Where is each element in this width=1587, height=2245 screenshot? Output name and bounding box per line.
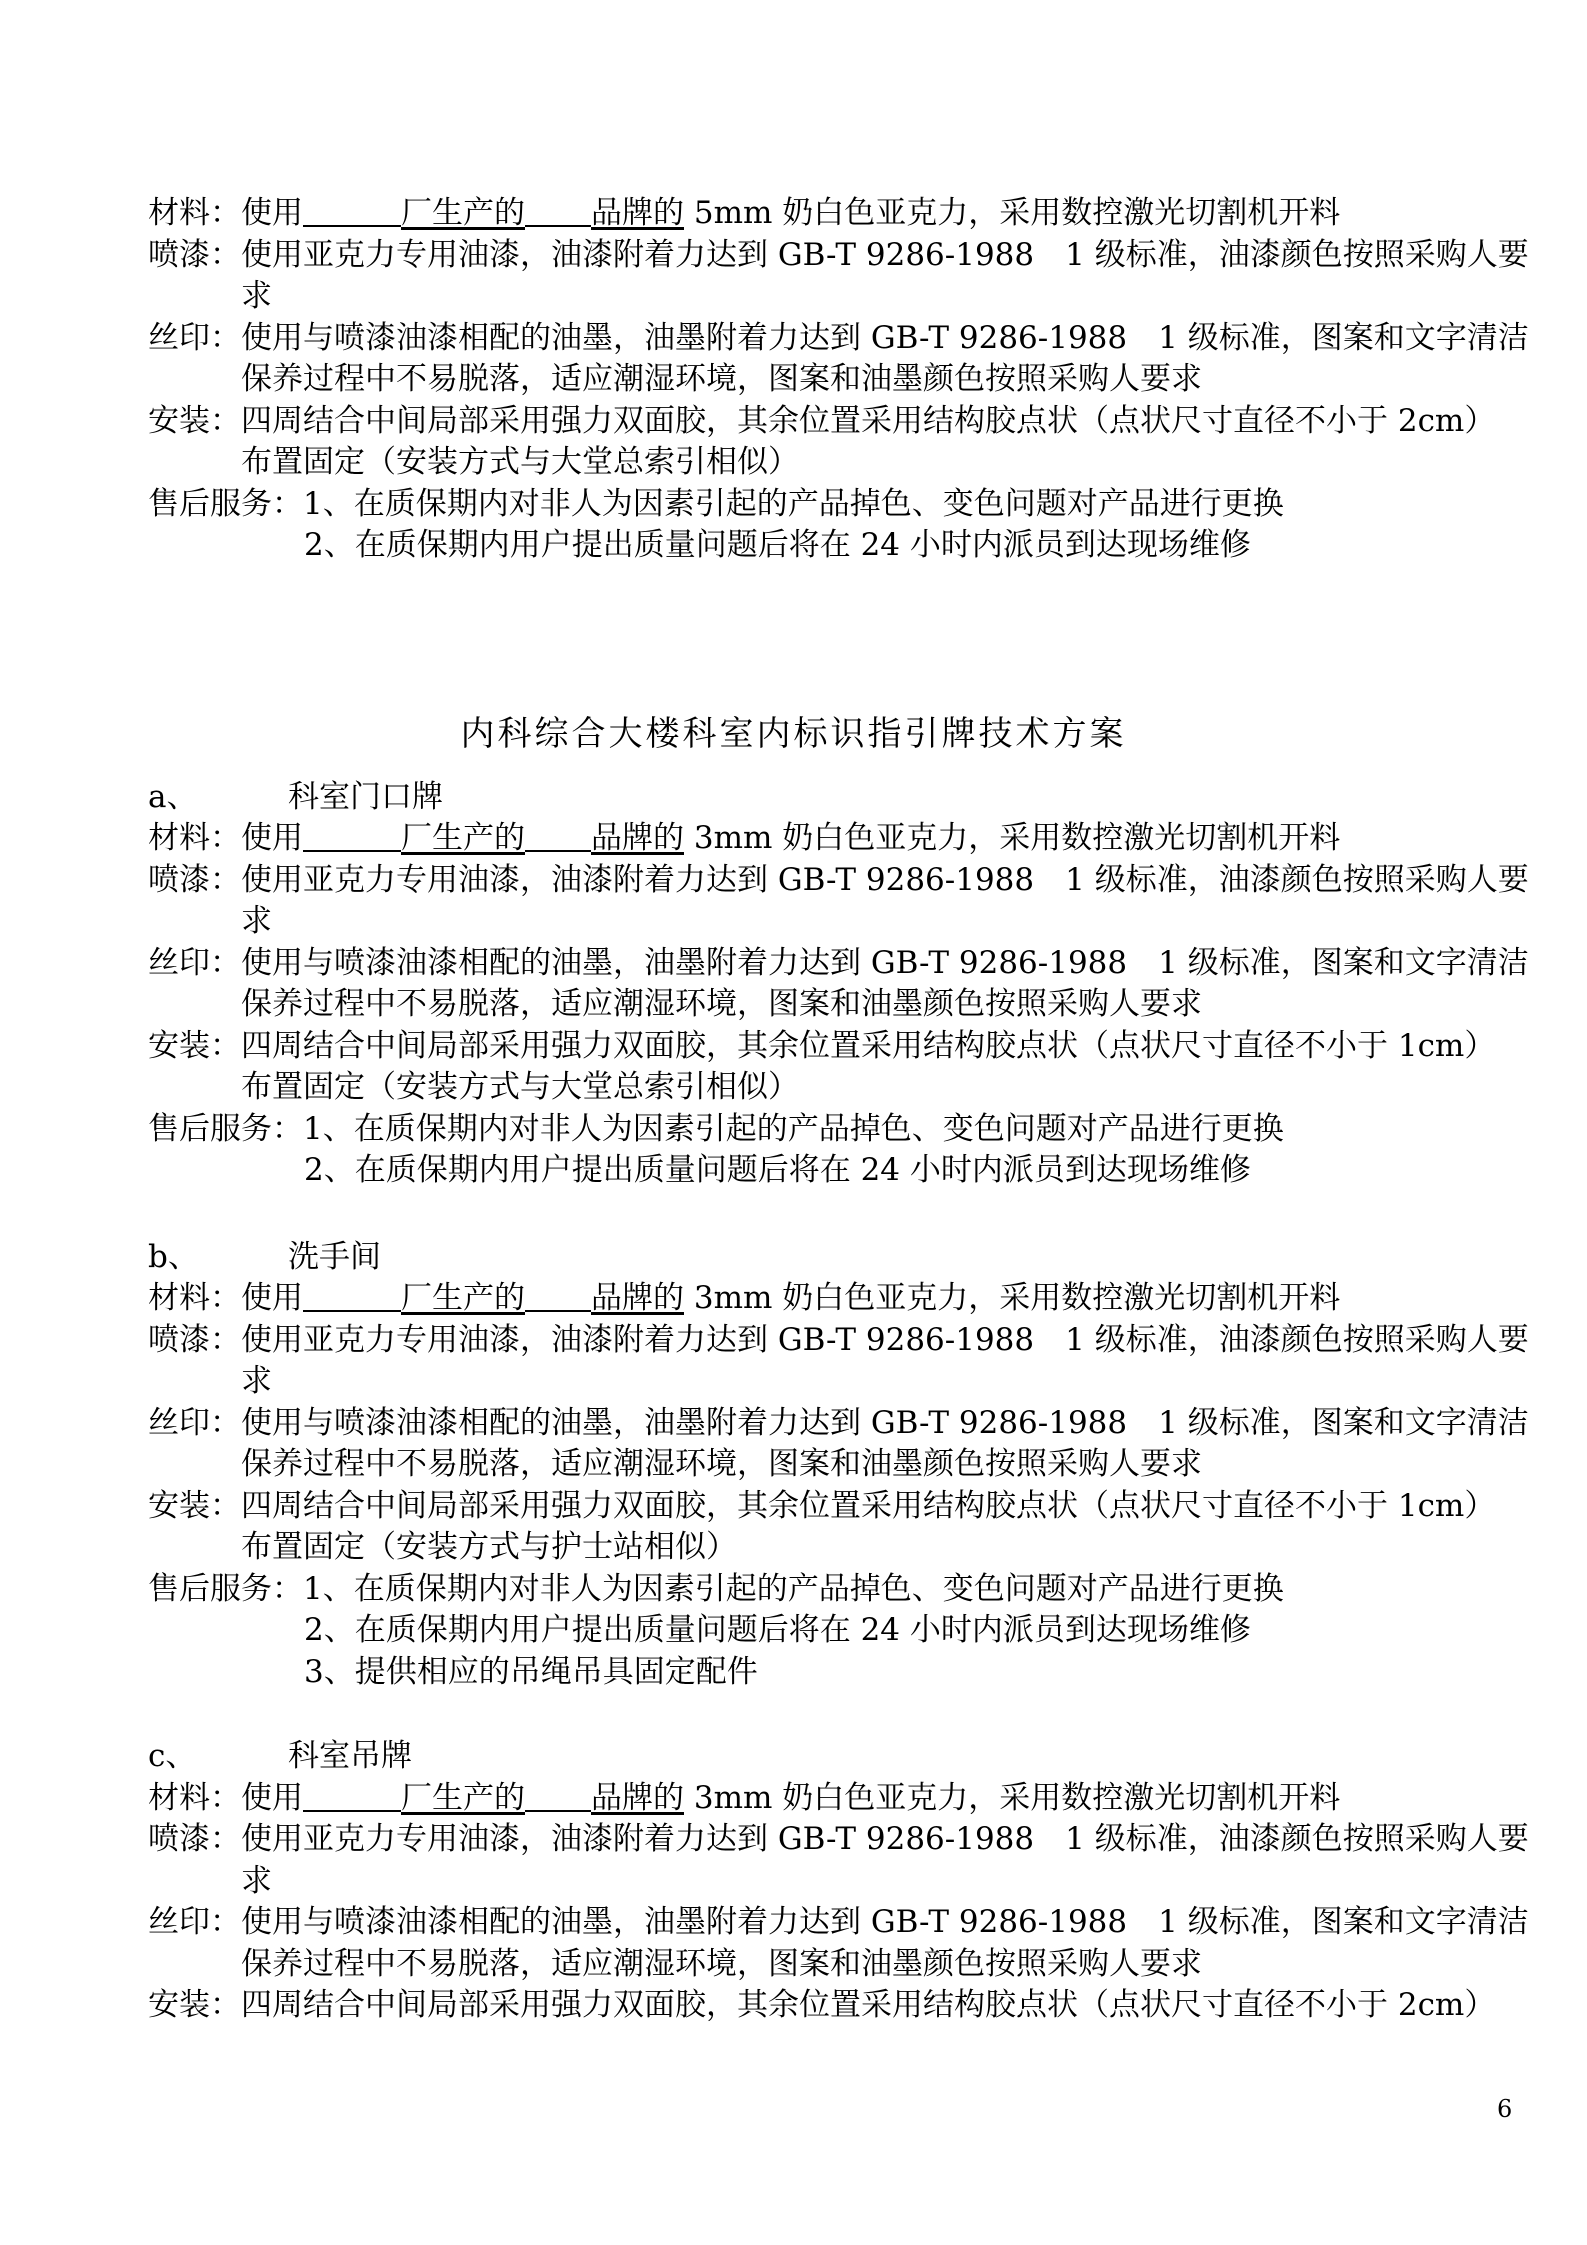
- spray-label: 喷漆：: [148, 237, 241, 273]
- print-text-cont: 保养过程中不易脱落，适应潮湿环境，图案和油墨颜色按照采购人要求: [241, 361, 1202, 397]
- install-label: 安装：: [148, 403, 241, 439]
- manufacturer-blank: [303, 195, 401, 227]
- spray-text: 使用亚克力专用油漆，油漆附着力达到 GB-T 9286-1988 1 级标准，油漆颜色按照采购人要: [241, 237, 1529, 273]
- material-mid: 厂生产的: [401, 1780, 525, 1816]
- brand-blank: [525, 195, 591, 227]
- service-line: [148, 484, 1528, 525]
- spray-text-cont: 求: [241, 1363, 272, 1399]
- material-label: 材料：: [148, 1280, 241, 1316]
- spray-text: 使用亚克力专用油漆，油漆附着力达到 GB-T 9286-1988 1 级标准，油漆颜色按照采购人要: [241, 1322, 1529, 1358]
- service-item: 2、在质保期内用户提出质量问题后将在 24 小时内派员到达现场维修: [304, 1612, 1251, 1648]
- service-item: 2、在质保期内用户提出质量问题后将在 24 小时内派员到达现场维修: [304, 1152, 1251, 1188]
- install-text-cont: 布置固定（安装方式与护士站相似）: [241, 1529, 737, 1565]
- material-line: [148, 1778, 1528, 1819]
- material-brand: 品牌的: [591, 1780, 684, 1816]
- install-text: 四周结合中间局部采用强力双面胶，其余位置采用结构胶点状（点状尺寸直径不小于 2cm）: [241, 403, 1496, 439]
- spray-text-cont: 求: [241, 1863, 272, 1899]
- install-text-cont: 布置固定（安装方式与大堂总索引相似）: [241, 1069, 799, 1105]
- service-item: 1、在质保期内对非人为因素引起的产品掉色、变色问题对产品进行更换: [303, 486, 1284, 522]
- print-line: [148, 1902, 1528, 1943]
- section-letter: c、: [148, 1738, 197, 1774]
- spray-label: 喷漆：: [148, 1821, 241, 1857]
- material-brand: 品牌的: [591, 195, 684, 231]
- install-line: [148, 1026, 1528, 1067]
- section-title: 内科综合大楼科室内标识指引牌技术方案: [460, 714, 1127, 754]
- section-name: 科室吊牌: [288, 1738, 412, 1774]
- print-text: 使用与喷漆油漆相配的油墨，油墨附着力达到 GB-T 9286-1988 1 级标准，图案和文字清洁: [241, 1904, 1529, 1940]
- material-mid: 厂生产的: [401, 1280, 525, 1316]
- material-rest: 3mm 奶白色亚克力，采用数控激光切割机开料: [684, 820, 1341, 856]
- spray-text: 使用亚克力专用油漆，油漆附着力达到 GB-T 9286-1988 1 级标准，油漆颜色按照采购人要: [241, 1821, 1529, 1857]
- service-line: [148, 1569, 1528, 1610]
- print-line: [148, 943, 1528, 984]
- material-label: 材料：: [148, 820, 241, 856]
- section-a-heading: [148, 777, 443, 818]
- print-text-cont: 保养过程中不易脱落，适应潮湿环境，图案和油墨颜色按照采购人要求: [241, 1446, 1202, 1482]
- section-c-heading: [148, 1736, 412, 1777]
- section-letter: a、: [148, 779, 198, 815]
- service-line: [148, 1109, 1528, 1150]
- print-text: 使用与喷漆油漆相配的油墨，油墨附着力达到 GB-T 9286-1988 1 级标准，图案和文字清洁: [241, 945, 1529, 981]
- material-line: [148, 1278, 1528, 1319]
- spray-label: 喷漆：: [148, 1322, 241, 1358]
- material-label: 材料：: [148, 195, 241, 231]
- section-name: 洗手间: [288, 1239, 381, 1275]
- print-text: 使用与喷漆油漆相配的油墨，油墨附着力达到 GB-T 9286-1988 1 级标准，图案和文字清洁: [241, 1405, 1529, 1441]
- print-text-cont: 保养过程中不易脱落，适应潮湿环境，图案和油墨颜色按照采购人要求: [241, 1946, 1202, 1982]
- print-label: 丝印：: [148, 320, 241, 356]
- material-pre: 使用: [241, 195, 303, 231]
- spray-label: 喷漆：: [148, 862, 241, 898]
- material-mid: 厂生产的: [401, 195, 525, 231]
- print-line: [148, 318, 1528, 359]
- print-text-cont: 保养过程中不易脱落，适应潮湿环境，图案和油墨颜色按照采购人要求: [241, 986, 1202, 1022]
- spray-line: [148, 860, 1528, 901]
- manufacturer-blank: [303, 820, 401, 852]
- service-item: 2、在质保期内用户提出质量问题后将在 24 小时内派员到达现场维修: [304, 527, 1251, 563]
- service-item: 3、提供相应的吊绳吊具固定配件: [304, 1654, 758, 1690]
- service-label: 售后服务：: [148, 1111, 303, 1147]
- material-line: [148, 193, 1528, 234]
- service-item: 1、在质保期内对非人为因素引起的产品掉色、变色问题对产品进行更换: [303, 1571, 1284, 1607]
- material-brand: 品牌的: [591, 1280, 684, 1316]
- install-line: [148, 1985, 1528, 2026]
- service-label: 售后服务：: [148, 486, 303, 522]
- spray-text-cont: 求: [241, 903, 272, 939]
- print-label: 丝印：: [148, 1405, 241, 1441]
- spray-text: 使用亚克力专用油漆，油漆附着力达到 GB-T 9286-1988 1 级标准，油漆颜色按照采购人要: [241, 862, 1529, 898]
- brand-blank: [525, 1780, 591, 1812]
- brand-blank: [525, 820, 591, 852]
- install-text: 四周结合中间局部采用强力双面胶，其余位置采用结构胶点状（点状尺寸直径不小于 2cm）: [241, 1987, 1496, 2023]
- manufacturer-blank: [303, 1780, 401, 1812]
- material-label: 材料：: [148, 1780, 241, 1816]
- print-label: 丝印：: [148, 945, 241, 981]
- spray-line: [148, 1819, 1528, 1860]
- material-pre: 使用: [241, 820, 303, 856]
- material-rest: 5mm 奶白色亚克力，采用数控激光切割机开料: [684, 195, 1341, 231]
- brand-blank: [525, 1280, 591, 1312]
- manufacturer-blank: [303, 1280, 401, 1312]
- section-letter: b、: [148, 1239, 199, 1275]
- install-text-cont: 布置固定（安装方式与大堂总索引相似）: [241, 444, 799, 480]
- material-pre: 使用: [241, 1280, 303, 1316]
- spray-line: [148, 1320, 1528, 1361]
- material-line: [148, 818, 1528, 859]
- print-line: [148, 1403, 1528, 1444]
- material-pre: 使用: [241, 1780, 303, 1816]
- print-text: 使用与喷漆油漆相配的油墨，油墨附着力达到 GB-T 9286-1988 1 级标准，图案和文字清洁: [241, 320, 1529, 356]
- print-label: 丝印：: [148, 1904, 241, 1940]
- material-rest: 3mm 奶白色亚克力，采用数控激光切割机开料: [684, 1780, 1341, 1816]
- material-rest: 3mm 奶白色亚克力，采用数控激光切割机开料: [684, 1280, 1341, 1316]
- install-label: 安装：: [148, 1488, 241, 1524]
- install-line: [148, 401, 1528, 442]
- section-name: 科室门口牌: [288, 779, 443, 815]
- section-b-heading: [148, 1237, 381, 1278]
- install-text: 四周结合中间局部采用强力双面胶，其余位置采用结构胶点状（点状尺寸直径不小于 1cm）: [241, 1488, 1496, 1524]
- install-label: 安装：: [148, 1987, 241, 2023]
- install-line: [148, 1486, 1528, 1527]
- material-mid: 厂生产的: [401, 820, 525, 856]
- spray-text-cont: 求: [241, 278, 272, 314]
- service-label: 售后服务：: [148, 1571, 303, 1607]
- install-text: 四周结合中间局部采用强力双面胶，其余位置采用结构胶点状（点状尺寸直径不小于 1cm）: [241, 1028, 1496, 1064]
- page-number: 6: [1497, 2095, 1513, 2123]
- spray-line: [148, 235, 1528, 276]
- service-item: 1、在质保期内对非人为因素引起的产品掉色、变色问题对产品进行更换: [303, 1111, 1284, 1147]
- material-brand: 品牌的: [591, 820, 684, 856]
- install-label: 安装：: [148, 1028, 241, 1064]
